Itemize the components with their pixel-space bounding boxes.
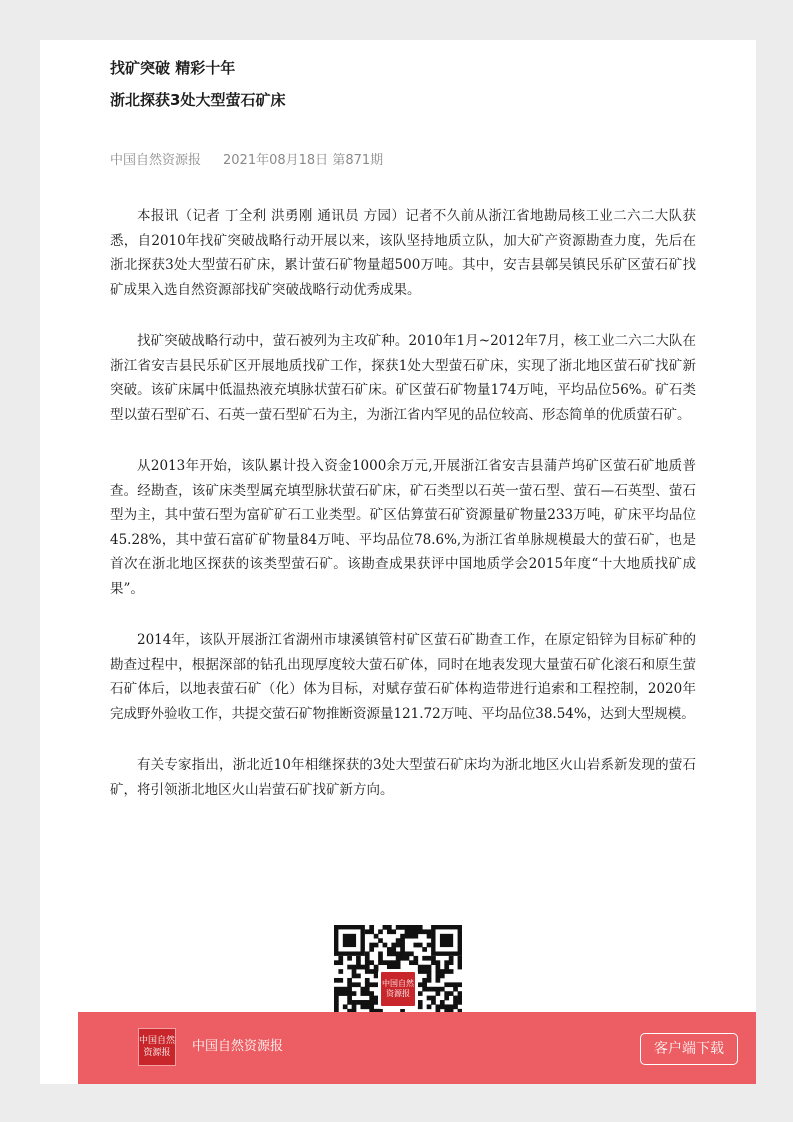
- article-paragraph: 有关专家指出，浙北近10年相继探获的3处大型萤石矿床均为浙北地区火山岩系新发现的萤石矿，将引领浙北地区火山岩萤石矿找矿新方向。: [110, 757, 696, 798]
- article-page: [40, 40, 756, 1084]
- newspaper-logo-icon: 中国自然资源报: [138, 1028, 176, 1066]
- article-paragraph: 找矿突破战略行动中，萤石被列为主攻矿种。2010年1月~2012年7月，核工业二六二大队在浙江省安吉县民乐矿区开展地质找矿工作，探获1处大型萤石矿床，实现了浙北地区萤石矿找矿新突破。该矿床属中低温热液充填脉状萤石矿床。矿区萤石矿物量174万吨，平均品位56%。矿石类型以萤石型矿石、石英一萤石型矿石为主，为浙江省内罕见的品位较高、形态简单的优质萤石矿。: [110, 333, 696, 423]
- qr-center-logo: 中国自然资源报: [378, 969, 418, 1009]
- article-headline: 浙北探获3处大型萤石矿床: [110, 91, 286, 109]
- source-name: 中国自然资源报: [110, 153, 202, 168]
- article-paragraph: 2014年，该队开展浙江省湖州市埭溪镇管村矿区萤石矿勘查工作，在原定铅锌为目标矿种的勘查过程中，根据深部的钻孔出现厚度较大萤石矿体，同时在地表发现大量萤石矿化滚石和原生萤石矿体后，以地表萤石矿（化）体为目标，对赋存萤石矿体构造带进行追索和工程控制，2020年完成野外验收工作，共提交萤石矿物推断资源量121.72万吨、平均品位38.54%，达到大型规模。: [110, 632, 696, 722]
- publish-date: 2021年08月18日 第871期: [223, 153, 384, 168]
- banner-app-name: 中国自然资源报: [192, 1039, 284, 1054]
- article-paragraph: 从2013年开始，该队累计投入资金1000余万元,开展浙江省安吉县蒲芦坞矿区萤石矿地质普查。经勘查，该矿床类型属充填型脉状萤石矿床，矿石类型以石英一萤石型、萤石—石英型、萤石型为主，其中萤石型为富矿矿石工业类型。矿区估算萤石矿资源量矿物量233万吨，矿床平均品位45.28%，其中萤石富矿矿物量84万吨、平均品位78.6%,为浙江省单脉规模最大的萤石矿，也是首次在浙北地区探获的该类型萤石矿。该勘查成果获评中国地质学会2015年度“十大地质找矿成果”。: [110, 458, 696, 597]
- client-download-button[interactable]: 客户端下载: [640, 1033, 738, 1065]
- app-download-banner[interactable]: [78, 1012, 756, 1084]
- article-meta: [110, 152, 696, 170]
- column-kicker: 找矿突破 精彩十年: [110, 59, 236, 77]
- article-content: [110, 58, 696, 829]
- article-paragraph: 本报讯（记者 丁全利 洪勇刚 通讯员 方园）记者不久前从浙江省地勘局核工业二六二大队获悉，自2010年找矿突破战略行动开展以来，该队坚持地质立队，加大矿产资源勘查力度，先后在浙北探获3处大型萤石矿床，累计萤石矿物量超500万吨。其中，安吉县鄣吴镇民乐矿区萤石矿找矿成果入选自然资源部找矿突破战略行动优秀成果。: [110, 208, 696, 298]
- article-body: [110, 204, 696, 802]
